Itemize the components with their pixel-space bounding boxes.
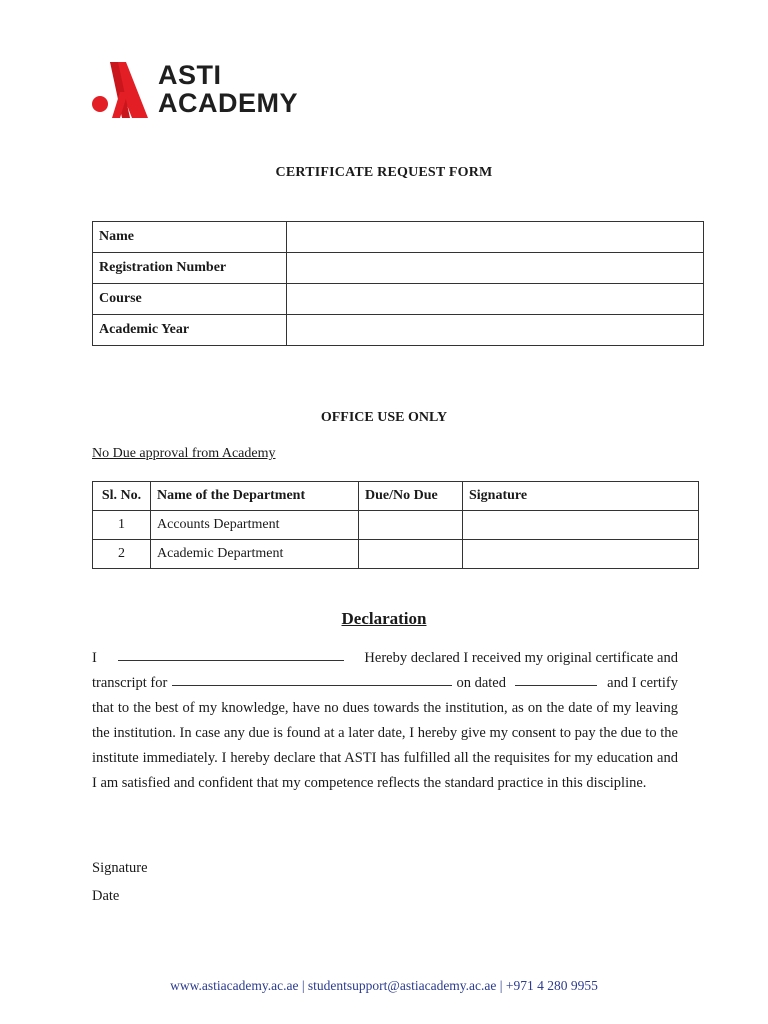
sl-no-cell: 2 <box>93 540 151 569</box>
registration-number-label: Registration Number <box>93 253 287 284</box>
name-blank[interactable] <box>118 646 344 661</box>
department-approval-table <box>92 481 699 569</box>
declaration-line-1 <box>92 646 678 671</box>
due-cell[interactable] <box>359 511 463 540</box>
date-blank[interactable] <box>515 671 597 686</box>
department-cell: Academic Department <box>151 540 359 569</box>
table-row <box>93 511 699 540</box>
academic-year-label: Academic Year <box>93 315 287 346</box>
declaration-text-on-dated: on dated <box>456 675 506 691</box>
declaration-text-transcript: transcript for <box>92 675 168 691</box>
office-use-title: OFFICE USE ONLY <box>320 410 448 425</box>
form-title: CERTIFICATE REQUEST FORM <box>275 165 493 180</box>
logo-line-1: ASTI <box>158 60 222 90</box>
transcript-blank[interactable] <box>172 671 452 686</box>
signature-cell[interactable] <box>463 511 699 540</box>
declaration-title: Declaration <box>341 609 427 628</box>
declaration-text-i: I <box>92 650 97 666</box>
table-header-row <box>93 482 699 511</box>
registration-number-field[interactable] <box>287 253 704 284</box>
logo-wordmark <box>158 62 298 118</box>
signature-cell[interactable] <box>463 540 699 569</box>
table-row <box>93 222 704 253</box>
name-field[interactable] <box>287 222 704 253</box>
no-due-approval-label: No Due approval from Academy <box>92 446 276 461</box>
column-header-due: Due/No Due <box>359 482 463 511</box>
table-row <box>93 315 704 346</box>
date-label: Date <box>92 888 120 904</box>
table-row <box>93 284 704 315</box>
department-cell: Accounts Department <box>151 511 359 540</box>
logo-line-2: ACADEMY <box>158 88 299 118</box>
footer-contact: www.astiacademy.ac.ae | studentsupport@astiacademy.ac.ae | +971 4 280 9955 <box>170 978 598 993</box>
name-label: Name <box>93 222 287 253</box>
column-header-signature: Signature <box>463 482 699 511</box>
sl-no-cell: 1 <box>93 511 151 540</box>
student-info-table <box>92 221 704 346</box>
declaration-text-certify: and I certify <box>607 675 678 691</box>
column-header-sl-no: Sl. No. <box>93 482 151 511</box>
declaration-text-hereby: Hereby declared I received my original certificate and <box>364 650 678 666</box>
asti-logo-mark-icon <box>92 62 150 118</box>
due-cell[interactable] <box>359 540 463 569</box>
declaration-paragraph: that to the best of my knowledge, have no dues towards the institution, as on the date of my leaving the institution. In case any due is found at a later date, I hereby give my consent to pay the due to the institute immediately. I hereby declare that ASTI has fulfilled all the requisites for my education and I am satisfied and confident that my competence reflects the standard practice in this discipline. <box>92 700 678 791</box>
course-field[interactable] <box>287 284 704 315</box>
table-row <box>93 540 699 569</box>
declaration-line-2 <box>92 671 678 696</box>
academic-year-field[interactable] <box>287 315 704 346</box>
declaration-body <box>92 646 678 796</box>
course-label: Course <box>93 284 287 315</box>
signature-label: Signature <box>92 860 148 876</box>
column-header-department: Name of the Department <box>151 482 359 511</box>
table-row <box>93 253 704 284</box>
academy-logo <box>92 62 332 122</box>
